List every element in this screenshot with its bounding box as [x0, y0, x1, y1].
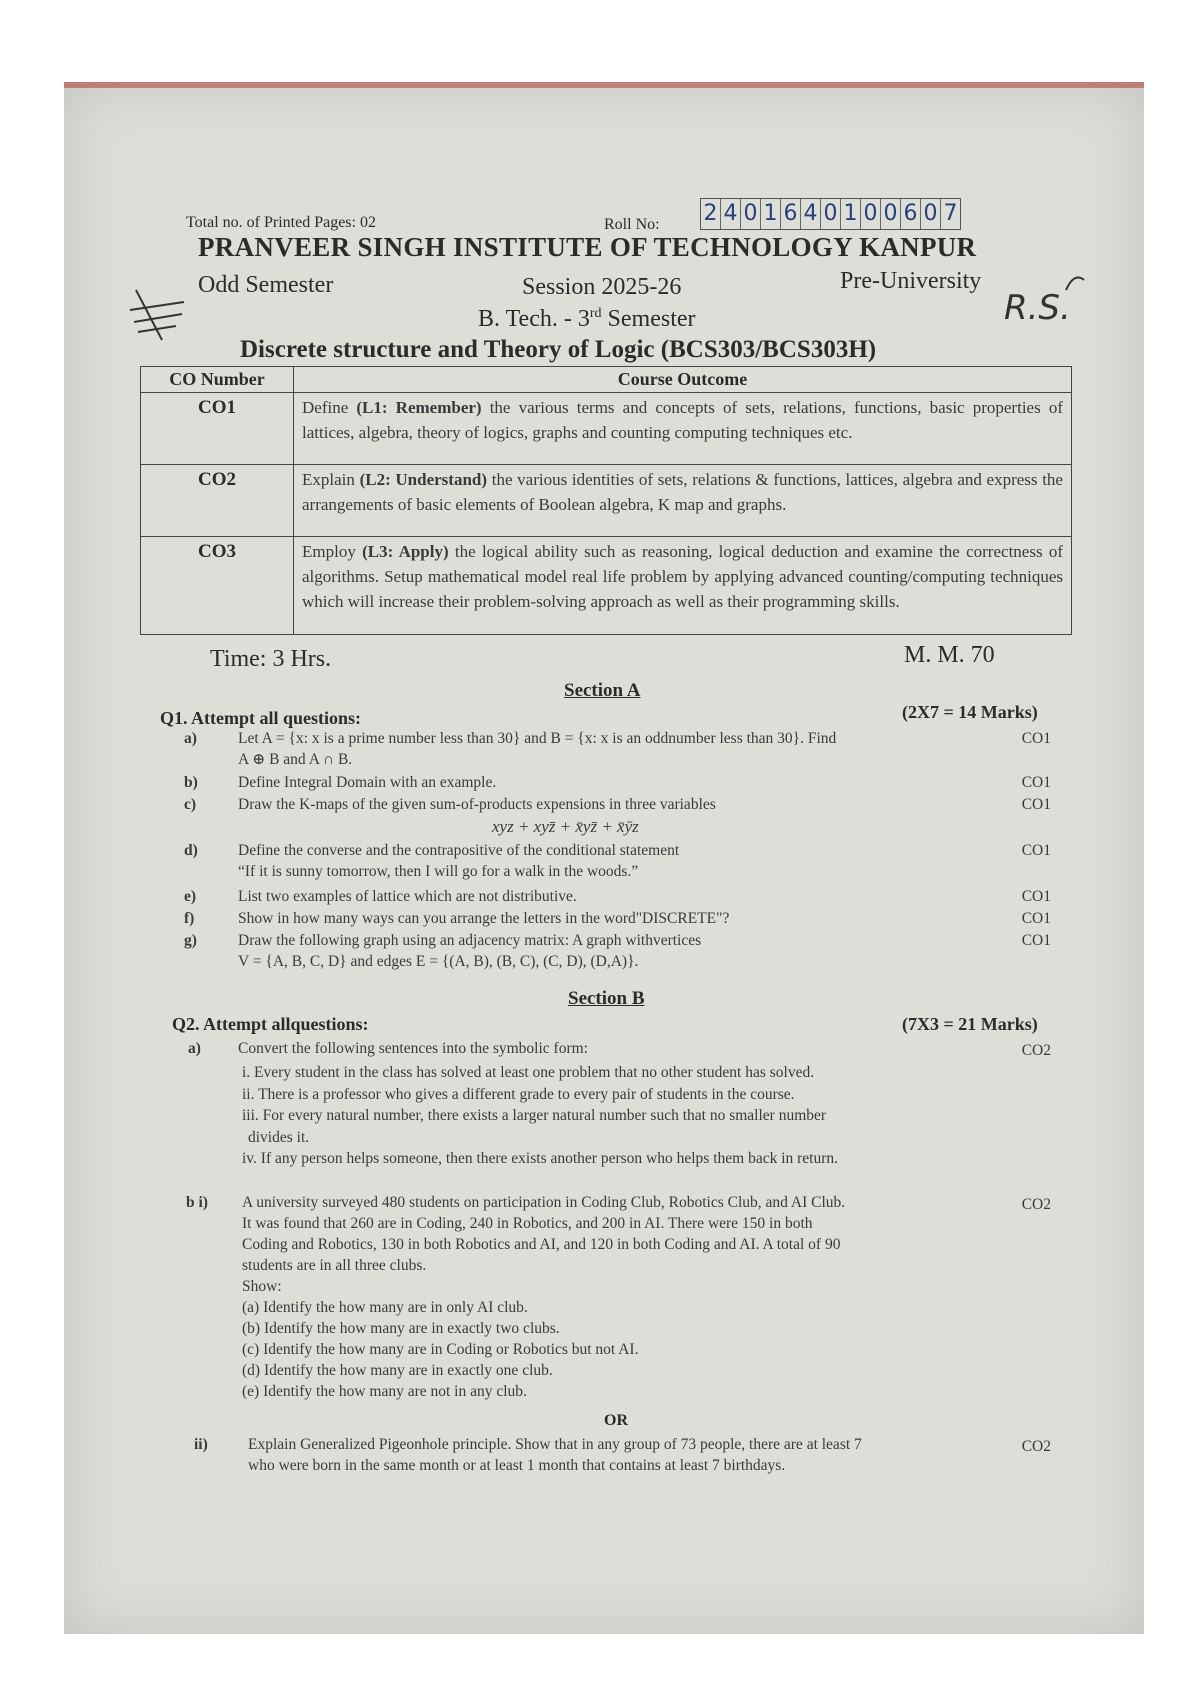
question-text: Show in how many ways can you arrange the letters in the word"DISCRETE"? — [238, 910, 730, 927]
co-lead: Explain — [302, 470, 360, 489]
co-description — [294, 537, 1072, 635]
question-label: a) — [188, 1040, 201, 1057]
question-text — [238, 840, 978, 882]
co-text: the logical ability such as reasoning, logical deduction and examine the correctness of algorithms. Setup mathematical model real life problem by applying advanced counting/computing techniques which will increase their problem-solving approach as well as their programming skills. — [302, 542, 1063, 611]
roll-digit: 0 — [741, 199, 761, 229]
roll-label: Roll No: — [604, 216, 660, 233]
program — [478, 306, 696, 333]
co-tag: CO2 — [1021, 1438, 1051, 1455]
table-row — [141, 393, 1072, 465]
co-tag: CO1 — [1021, 910, 1051, 927]
co-tag: CO1 — [1021, 730, 1051, 747]
or-divider: OR — [604, 1412, 628, 1429]
co-tag: CO1 — [1021, 796, 1051, 813]
co-tag: CO1 — [1021, 842, 1051, 859]
roll-digit: 2 — [701, 199, 721, 229]
co-number: CO1 — [141, 393, 294, 465]
question-item — [160, 1434, 1065, 1480]
question-line: students are in all three clubs. — [242, 1257, 427, 1274]
co-number: CO3 — [141, 537, 294, 635]
question-text — [238, 930, 978, 972]
roll-digit: 4 — [721, 199, 741, 229]
question-item — [160, 728, 1065, 770]
co-level: (L3: Apply) — [362, 542, 449, 561]
sub-question: (e) Identify the how many are not in any club. — [242, 1383, 527, 1400]
question-item — [160, 794, 1065, 838]
roll-digit: 1 — [841, 199, 861, 229]
exam-type: Pre-University — [840, 268, 982, 294]
co-text: the various identities of sets, relations & functions, lattices, algebra and express the arrangements of basic elements of Boolean algebra, K map and graphs. — [302, 470, 1063, 514]
question-line: who were born in the same month or at least 1 month that contains at least 7 birthdays. — [248, 1457, 786, 1474]
roll-digit: 0 — [821, 199, 841, 229]
roll-number-boxes — [700, 198, 961, 230]
section-b-title: Section B — [568, 988, 645, 1009]
col-course-outcome: Course Outcome — [294, 367, 1072, 393]
question-label: d) — [184, 842, 198, 859]
roll-digit: 7 — [943, 201, 958, 226]
question-text: Define Integral Domain with an example. — [238, 774, 497, 791]
sentence-line: ii. There is a professor who gives a different grade to every pair of students in the course. — [242, 1085, 795, 1103]
question-text — [238, 728, 978, 770]
question-line: Show: — [242, 1278, 282, 1295]
max-marks: M. M. 70 — [904, 642, 995, 668]
question-text: List two examples of lattice which are not distributive. — [238, 888, 577, 905]
program-sup: rd — [589, 306, 602, 321]
co-lead: Define — [302, 398, 357, 417]
symbolic-sentences — [242, 1062, 1002, 1170]
printed-pages: Total no. of Printed Pages: 02 — [186, 214, 376, 231]
q2-heading: Q2. Attempt allquestions: — [172, 1014, 369, 1034]
co-level: (L1: Remember) — [356, 398, 482, 417]
session: Session 2025-26 — [522, 274, 682, 300]
roll-digit: 4 — [801, 199, 821, 229]
question-label: e) — [184, 888, 197, 905]
roll-digit: 0 — [881, 199, 901, 229]
question-label: f) — [184, 910, 195, 927]
roll-digit: 6 — [901, 199, 921, 229]
program-label: B. Tech. - 3 — [478, 306, 590, 332]
question-line: Draw the following graph using an adjacency matrix: A graph withvertices — [238, 932, 702, 949]
handwritten-mark-icon — [126, 284, 192, 342]
question-label: ii) — [194, 1436, 208, 1453]
institute-name: PRANVEER SINGH INSTITUTE OF TECHNOLOGY KANPUR — [198, 232, 977, 262]
q1-heading: Q1. Attempt all questions: — [160, 708, 362, 728]
q2-marks: (7X3 = 21 Marks) — [902, 1014, 1038, 1034]
co-lead: Employ — [302, 542, 363, 561]
question-line: A ⊕ B and A ∩ B. — [238, 751, 353, 768]
signature: R.S. — [1004, 288, 1071, 328]
survey-question — [242, 1192, 992, 1402]
question-line: It was found that 260 are in Coding, 240 in Robotics, and 200 in AI. There were 150 in both — [242, 1215, 813, 1232]
course-title: Discrete structure and Theory of Logic (BCS303/BCS303H) — [240, 336, 877, 363]
table-header-row — [141, 367, 1072, 393]
sentence-line: divides it. — [248, 1128, 310, 1146]
co-tag: CO1 — [1021, 888, 1051, 905]
question-item — [160, 840, 1065, 884]
sub-question: (c) Identify the how many are in Coding or Robotics but not AI. — [242, 1341, 639, 1358]
roll-digit: 1 — [761, 199, 781, 229]
question-line: V = {A, B, C, D} and edges E = {(A, B), (B, C), (C, D), (D,A)}. — [238, 953, 639, 970]
co-level: (L2: Understand) — [359, 470, 488, 489]
co-tag: CO2 — [1021, 1196, 1051, 1213]
scan-edge — [64, 82, 1144, 88]
q1-marks: (2X7 = 14 Marks) — [902, 702, 1038, 722]
semester-type: Odd Semester — [198, 272, 334, 298]
roll-digit: 0 — [921, 199, 941, 229]
col-co-number: CO Number — [141, 367, 294, 393]
co-description — [294, 465, 1072, 537]
sub-question: (b) Identify the how many are in exactly two clubs. — [242, 1320, 560, 1337]
question-item — [160, 1192, 1065, 1412]
roll-digit: 6 — [781, 199, 801, 229]
pigeonhole-question — [248, 1434, 1008, 1476]
question-line: Let A = {x: x is a prime number less than 30} and B = {x: x is an oddnumber less than 30}. Find — [238, 730, 837, 747]
question-label: g) — [184, 932, 197, 949]
question-label: b i) — [186, 1194, 208, 1211]
section-a-title: Section A — [564, 680, 641, 701]
question-label: c) — [184, 796, 197, 813]
question-text: Draw the K-maps of the given sum-of-products expensions in three variables — [238, 796, 716, 813]
co-tag: CO1 — [1021, 932, 1051, 949]
co-description — [294, 393, 1072, 465]
sop-formula: xyz + xyz̄ + x̄yz̄ + x̄ȳz — [492, 817, 639, 836]
co-tag: CO1 — [1021, 774, 1051, 791]
question-line: Coding and Robotics, 130 in both Robotics and AI, and 120 in both Coding and AI. A total of 90 — [242, 1236, 841, 1253]
co-number: CO2 — [141, 465, 294, 537]
roll-digit: 0 — [861, 199, 881, 229]
course-outcome-table — [140, 366, 1072, 635]
question-line: Explain Generalized Pigeonhole principle. Show that in any group of 73 people, there are at least 7 — [248, 1436, 862, 1453]
question-label: b) — [184, 774, 198, 791]
program-suffix: Semester — [601, 306, 696, 332]
table-row — [141, 465, 1072, 537]
exam-time: Time: 3 Hrs. — [210, 646, 332, 672]
question-item — [160, 930, 1065, 974]
co-tag: CO2 — [1021, 1042, 1051, 1059]
question-item — [160, 1038, 1065, 1178]
table-row — [141, 537, 1072, 635]
sub-question: (d) Identify the how many are in exactly one club. — [242, 1362, 553, 1379]
sub-question: (a) Identify the how many are in only AI club. — [242, 1299, 528, 1316]
co-text: the various terms and concepts of sets, relations, functions, basic properties of lattices, algebra, theory of logics, graphs and counting computing techniques etc. — [302, 398, 1063, 442]
question-line: “If it is sunny tomorrow, then I will go for a walk in the woods.” — [238, 863, 639, 880]
sentence-line: iii. For every natural number, there exists a larger natural number such that no smaller number — [242, 1107, 827, 1124]
sentence-line: iv. If any person helps someone, then there exists another person who helps them back in return. — [242, 1150, 839, 1167]
signature-flourish-icon — [1062, 272, 1092, 296]
question-intro: Convert the following sentences into the symbolic form: — [238, 1040, 588, 1057]
question-label: a) — [184, 730, 197, 747]
question-line: A university surveyed 480 students on participation in Coding Club, Robotics Club, and AI Club. — [242, 1194, 846, 1211]
sentence-line: i. Every student in the class has solved at least one problem that no other student has solved. — [242, 1064, 815, 1081]
question-line: Define the converse and the contrapositive of the conditional statement — [238, 842, 680, 859]
